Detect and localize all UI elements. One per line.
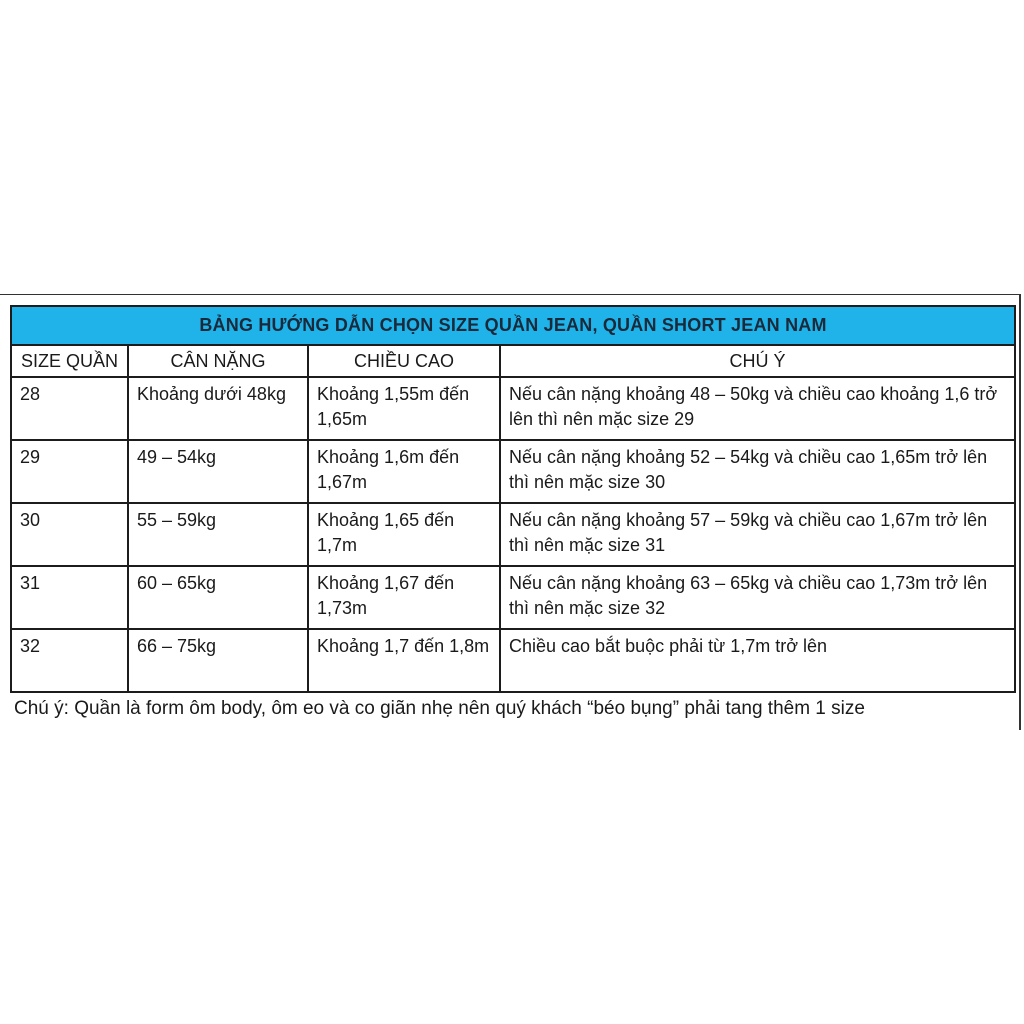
cell-size: 31 xyxy=(11,566,128,629)
cell-size: 29 xyxy=(11,440,128,503)
header-note: CHÚ Ý xyxy=(500,345,1015,377)
cell-height: Khoảng 1,6m đến 1,67m xyxy=(308,440,500,503)
table-title: BẢNG HƯỚNG DẪN CHỌN SIZE QUẦN JEAN, QUẦN SHORT JEAN NAM xyxy=(11,306,1015,345)
cell-size: 30 xyxy=(11,503,128,566)
cell-size: 32 xyxy=(11,629,128,692)
table-row xyxy=(11,566,1015,629)
table-row xyxy=(11,503,1015,566)
cell-note: Nếu cân nặng khoảng 57 – 59kg và chiều cao 1,67m trở lên thì nên mặc size 31 xyxy=(500,503,1015,566)
cell-note: Nếu cân nặng khoảng 52 – 54kg và chiều cao 1,65m trở lên thì nên mặc size 30 xyxy=(500,440,1015,503)
size-guide-table xyxy=(10,305,1016,693)
cell-note: Nếu cân nặng khoảng 63 – 65kg và chiều cao 1,73m trở lên thì nên mặc size 32 xyxy=(500,566,1015,629)
table-row xyxy=(11,629,1015,692)
header-size: SIZE QUẦN xyxy=(11,345,128,377)
cell-size: 28 xyxy=(11,377,128,440)
cell-weight: 55 – 59kg xyxy=(128,503,308,566)
cell-height: Khoảng 1,7 đến 1,8m xyxy=(308,629,500,692)
header-weight: CÂN NẶNG xyxy=(128,345,308,377)
cell-note: Chiều cao bắt buộc phải từ 1,7m trở lên xyxy=(500,629,1015,692)
cell-note: Nếu cân nặng khoảng 48 – 50kg và chiều cao khoảng 1,6 trở lên thì nên mặc size 29 xyxy=(500,377,1015,440)
cell-height: Khoảng 1,65 đến 1,7m xyxy=(308,503,500,566)
cell-weight: 66 – 75kg xyxy=(128,629,308,692)
cell-weight: 49 – 54kg xyxy=(128,440,308,503)
cell-height: Khoảng 1,55m đến 1,65m xyxy=(308,377,500,440)
cell-height: Khoảng 1,67 đến 1,73m xyxy=(308,566,500,629)
table-row xyxy=(11,377,1015,440)
cell-weight: 60 – 65kg xyxy=(128,566,308,629)
cell-weight: Khoảng dưới 48kg xyxy=(128,377,308,440)
footnote: Chú ý: Quần là form ôm body, ôm eo và co giãn nhẹ nên quý khách “béo bụng” phải tang thêm 1 size xyxy=(14,698,865,719)
header-height: CHIỀU CAO xyxy=(308,345,500,377)
table-row xyxy=(11,440,1015,503)
